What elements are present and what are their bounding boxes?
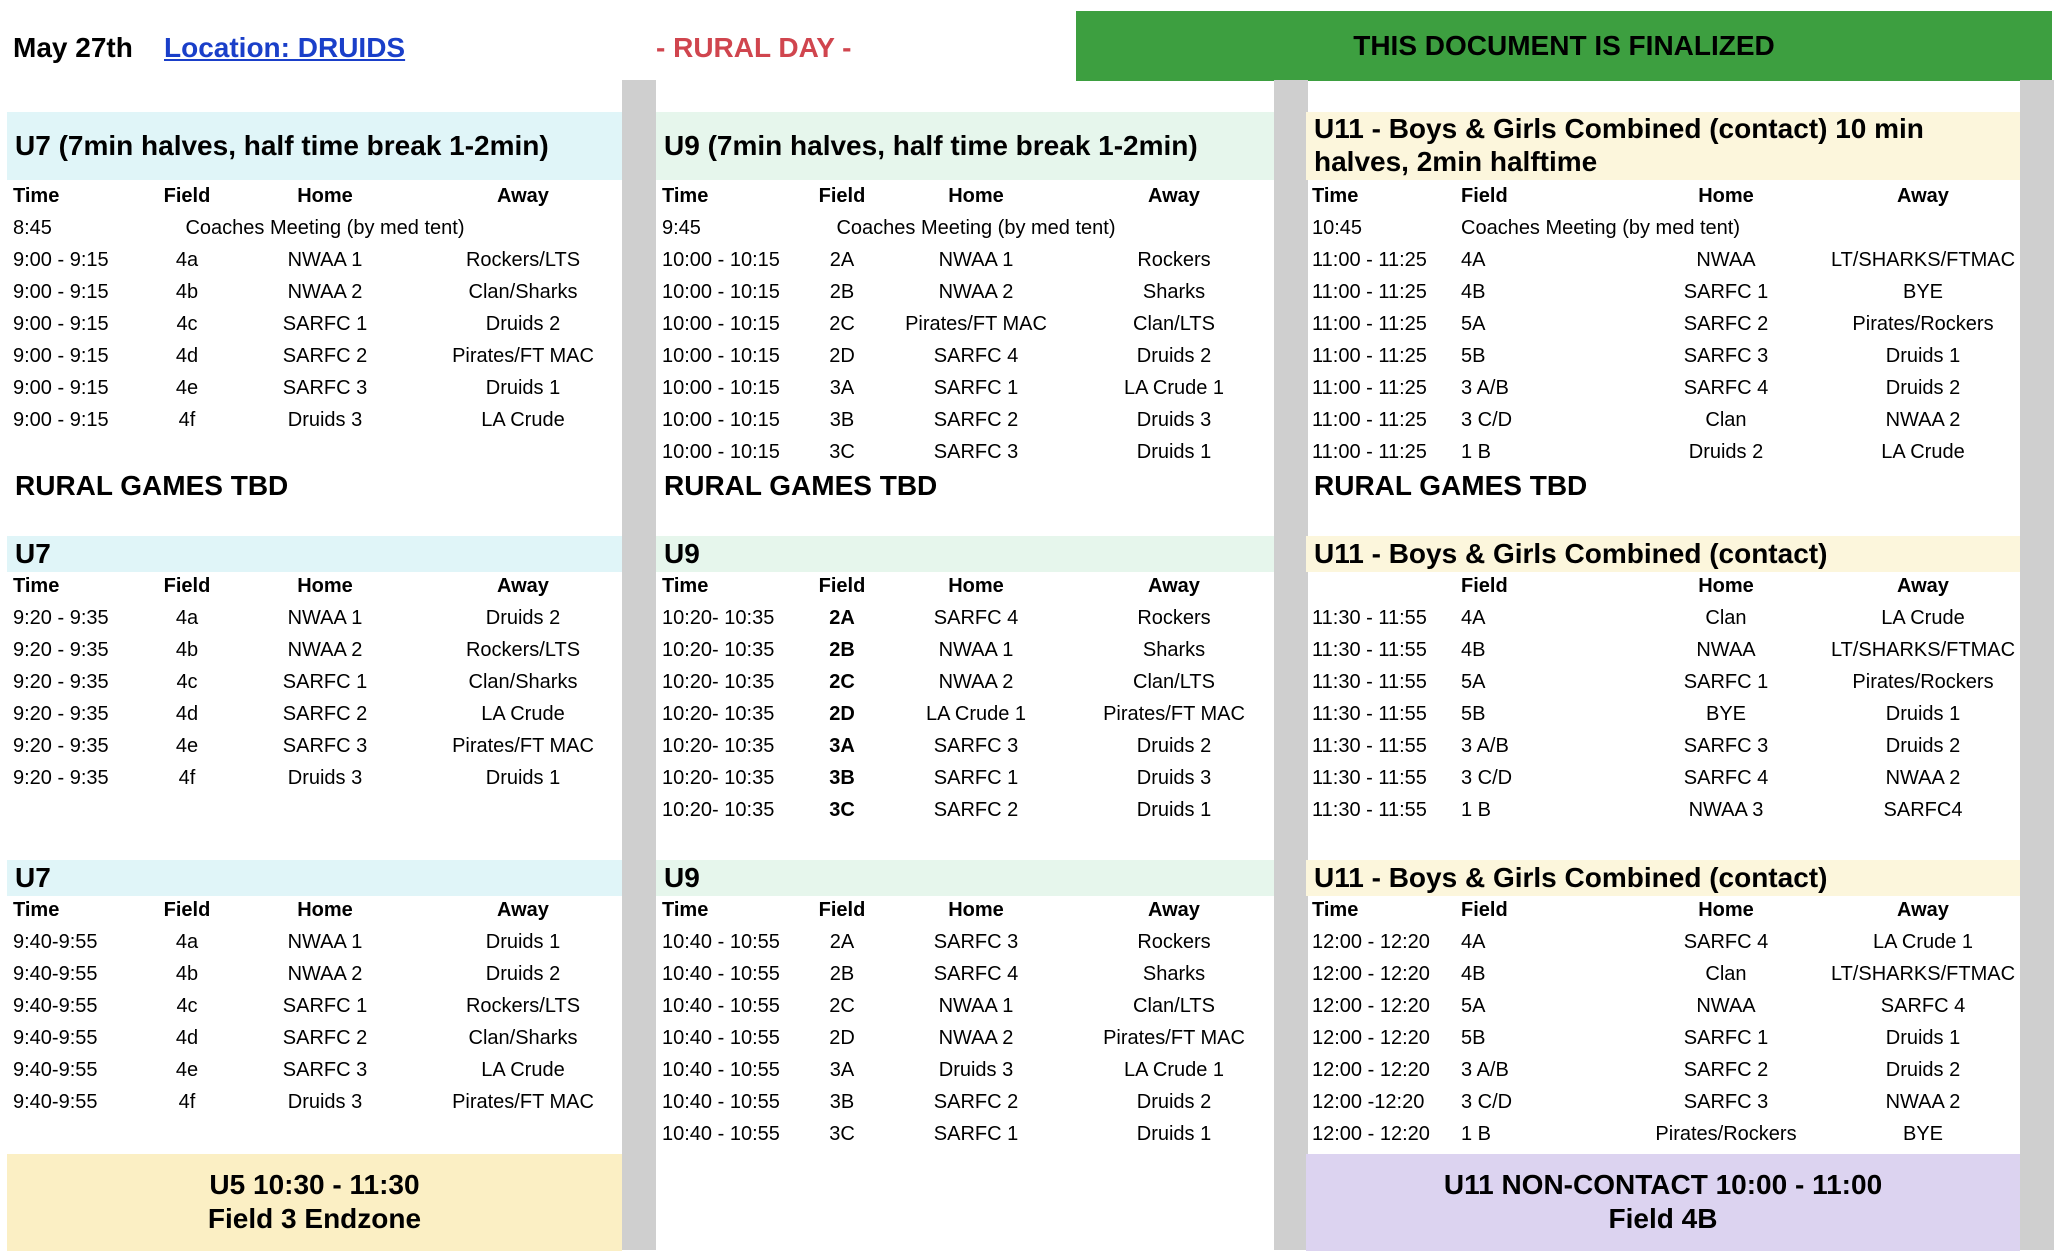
u11-noncontact-footer-line2: Field 4B	[1608, 1203, 1718, 1234]
game-row: 10:00 - 10:15 2B NWAA 2 Sharks	[662, 281, 1206, 303]
table-header-row: Time Field Home Away	[662, 575, 1200, 597]
game-row: 9:00 - 9:15 4c SARFC 1 Druids 2	[13, 313, 561, 335]
block-title-text: U11 - Boys & Girls Combined (contact)	[1314, 538, 1828, 569]
table-header-row: Time Field Home Away	[13, 185, 549, 207]
block-title-text: U11 - Boys & Girls Combined (contact) 10 min halves, 2min halftime	[1314, 113, 1924, 177]
game-row: 10:20- 10:35 3B SARFC 1 Druids 3	[662, 767, 1212, 789]
rural-day-label: - RURAL DAY -	[656, 32, 852, 63]
rural-games-tbd: RURAL GAMES TBD	[1314, 470, 1588, 501]
u9-block-title	[656, 860, 1274, 896]
block-title-text: U7	[15, 862, 51, 893]
game-row: 10:00 - 10:15 2C Pirates/FT MAC Clan/LTS	[662, 313, 1215, 335]
game-row: 10:20- 10:35 2C NWAA 2 Clan/LTS	[662, 671, 1215, 693]
game-row: 9:20 - 9:35 4c SARFC 1 Clan/Sharks	[13, 671, 578, 693]
game-row: 10:00 - 10:15 3B SARFC 2 Druids 3	[662, 409, 1212, 431]
schedule-date: May 27th	[13, 32, 133, 63]
game-row: 10:00 - 10:15 3C SARFC 3 Druids 1	[662, 441, 1212, 463]
game-row: 9:40-9:55 4f Druids 3 Pirates/FT MAC	[13, 1091, 594, 1113]
u7-block-title	[7, 112, 622, 180]
block-title-text: U9	[664, 538, 700, 569]
u7-block-title	[7, 860, 622, 896]
u11-block-title	[1306, 860, 2020, 896]
game-row: 9:00 - 9:15 4b NWAA 2 Clan/Sharks	[13, 281, 578, 303]
u5-footer-line2: Field 3 Endzone	[207, 1203, 422, 1234]
game-row: 10:40 - 10:55 3C SARFC 1 Druids 1	[662, 1123, 1212, 1145]
u5-footer-line1: U5 10:30 - 11:30	[209, 1169, 420, 1200]
game-row: 9:00 - 9:15 4d SARFC 2 Pirates/FT MAC	[13, 345, 594, 367]
game-row: 10:00 - 10:15 3A SARFC 1 LA Crude 1	[662, 377, 1225, 399]
game-row: 11:00 - 11:25 3 A/B SARFC 4 Druids 2	[1312, 377, 1961, 399]
block-title-text: U7 (7min halves, half time break 1-2min)	[15, 130, 549, 161]
game-row: 10:20- 10:35 3A SARFC 3 Druids 2	[662, 735, 1212, 757]
game-row: 10:00 - 10:15 2D SARFC 4 Druids 2	[662, 345, 1212, 367]
game-row: 10:40 - 10:55 3B SARFC 2 Druids 2	[662, 1091, 1212, 1113]
u11-block-title	[1306, 112, 2020, 180]
table-header-row: Time Field Home Away	[13, 575, 549, 597]
game-row: 9:40-9:55 4c SARFC 1 Rockers/LTS	[13, 995, 581, 1017]
coaches-meeting-row: 10:45 Coaches Meeting (by med tent)	[1312, 217, 1741, 239]
u5-footer	[7, 1154, 622, 1251]
rural-games-tbd: RURAL GAMES TBD	[15, 470, 289, 501]
coaches-meeting-row: 8:45 Coaches Meeting (by med tent)	[13, 217, 465, 239]
game-row: 11:00 - 11:25 4B SARFC 1 BYE	[1312, 281, 1944, 303]
block-title-text: U11 - Boys & Girls Combined (contact)	[1314, 862, 1828, 893]
game-row: 9:20 - 9:35 4a NWAA 1 Druids 2	[13, 607, 561, 629]
game-row: 10:40 - 10:55 3A Druids 3 LA Crude 1	[662, 1059, 1225, 1081]
u11-noncontact-footer-line1: U11 NON-CONTACT 10:00 - 11:00	[1443, 1169, 1883, 1200]
game-row: 10:00 - 10:15 2A NWAA 1 Rockers	[662, 249, 1211, 271]
u7-block-title	[7, 536, 622, 572]
game-row: 10:40 - 10:55 2D NWAA 2 Pirates/FT MAC	[662, 1027, 1245, 1049]
game-row: 10:40 - 10:55 2A SARFC 3 Rockers	[662, 931, 1211, 953]
game-row: 9:20 - 9:35 4e SARFC 3 Pirates/FT MAC	[13, 735, 594, 757]
rural-games-tbd: RURAL GAMES TBD	[664, 470, 938, 501]
game-row: 10:20- 10:35 3C SARFC 2 Druids 1	[662, 799, 1212, 821]
block-title-text: U7	[15, 538, 51, 569]
game-row: 12:00 - 12:20 4A SARFC 4 LA Crude 1	[1312, 931, 1974, 953]
block-title-text: U9	[664, 862, 700, 893]
game-row: 9:20 - 9:35 4d SARFC 2 LA Crude	[13, 703, 565, 725]
u11-noncontact-footer	[1306, 1154, 2020, 1251]
game-row: 9:00 - 9:15 4a NWAA 1 Rockers/LTS	[13, 249, 581, 271]
game-row: 12:00 - 12:20 5A NWAA SARFC 4	[1312, 995, 1966, 1017]
game-row: 10:40 - 10:55 2C NWAA 1 Clan/LTS	[662, 995, 1215, 1017]
table-header-row: Time Field Home Away	[662, 899, 1200, 921]
game-row: 11:30 - 11:55 3 A/B SARFC 3 Druids 2	[1312, 735, 1961, 757]
game-row: 9:00 - 9:15 4f Druids 3 LA Crude	[13, 409, 565, 431]
game-row: 11:00 - 11:25 3 C/D Clan NWAA 2	[1312, 409, 1961, 431]
game-row: 9:00 - 9:15 4e SARFC 3 Druids 1	[13, 377, 561, 399]
game-row: 12:00 - 12:20 3 A/B SARFC 2 Druids 2	[1312, 1059, 1961, 1081]
u7-column	[7, 0, 622, 1260]
game-row: 11:00 - 11:25 5A SARFC 2 Pirates/Rockers	[1312, 313, 1994, 335]
game-row: 11:30 - 11:55 5A SARFC 1 Pirates/Rockers	[1312, 671, 1994, 693]
game-row: 12:00 - 12:20 1 B Pirates/Rockers BYE	[1312, 1123, 1944, 1145]
block-title-text: U9 (7min halves, half time break 1-2min)	[664, 130, 1198, 161]
location-link[interactable]: Location: DRUIDS	[164, 32, 406, 63]
u9-block-title	[656, 536, 1274, 572]
game-row: 10:20- 10:35 2A SARFC 4 Rockers	[662, 607, 1211, 629]
finalized-banner: THIS DOCUMENT IS FINALIZED	[1076, 11, 2052, 81]
u11-column	[1306, 0, 2020, 1260]
u9-column	[656, 0, 1274, 1260]
game-row: 9:40-9:55 4e SARFC 3 LA Crude	[13, 1059, 565, 1081]
game-row: 9:40-9:55 4b NWAA 2 Druids 2	[13, 963, 561, 985]
table-header-row: Time Field Home Away	[1312, 185, 1949, 207]
game-row: 9:40-9:55 4d SARFC 2 Clan/Sharks	[13, 1027, 578, 1049]
coaches-meeting-row: 9:45 Coaches Meeting (by med tent)	[662, 217, 1116, 239]
game-row: 11:00 - 11:25 4A NWAA LT/SHARKS/FTMAC	[1312, 249, 2016, 271]
table-header-row: Time Field Home Away	[13, 899, 549, 921]
game-row: 9:20 - 9:35 4f Druids 3 Druids 1	[13, 767, 561, 789]
game-row: 9:40-9:55 4a NWAA 1 Druids 1	[13, 931, 561, 953]
u9-block-title	[656, 112, 1274, 180]
game-row: 11:30 - 11:55 4B NWAA LT/SHARKS/FTMAC	[1312, 639, 2016, 661]
game-row: 10:40 - 10:55 2B SARFC 4 Sharks	[662, 963, 1206, 985]
table-header-row: Time Field Home Away	[1312, 899, 1949, 921]
game-row: 11:30 - 11:55 5B BYE Druids 1	[1312, 703, 1961, 725]
u11-block-title	[1306, 536, 2020, 572]
game-row: 11:30 - 11:55 1 B NWAA 3 SARFC4	[1312, 799, 1963, 821]
game-row: 11:00 - 11:25 1 B Druids 2 LA Crude	[1312, 441, 1965, 463]
table-header-row: Time Field Home Away	[662, 185, 1200, 207]
game-row: 10:20- 10:35 2B NWAA 1 Sharks	[662, 639, 1206, 661]
game-row: 12:00 -12:20 3 C/D SARFC 3 NWAA 2	[1312, 1091, 1961, 1113]
game-row: 11:30 - 11:55 4A Clan LA Crude	[1312, 607, 1965, 629]
game-row: 11:30 - 11:55 3 C/D SARFC 4 NWAA 2	[1312, 767, 1961, 789]
game-row: 10:20- 10:35 2D LA Crude 1 Pirates/FT MAC	[662, 703, 1245, 725]
game-row: 11:00 - 11:25 5B SARFC 3 Druids 1	[1312, 345, 1961, 367]
game-row: 12:00 - 12:20 5B SARFC 1 Druids 1	[1312, 1027, 1961, 1049]
table-header-row: Field Home Away	[1461, 575, 1949, 597]
game-row: 12:00 - 12:20 4B Clan LT/SHARKS/FTMAC	[1312, 963, 2016, 985]
game-row: 9:20 - 9:35 4b NWAA 2 Rockers/LTS	[13, 639, 581, 661]
